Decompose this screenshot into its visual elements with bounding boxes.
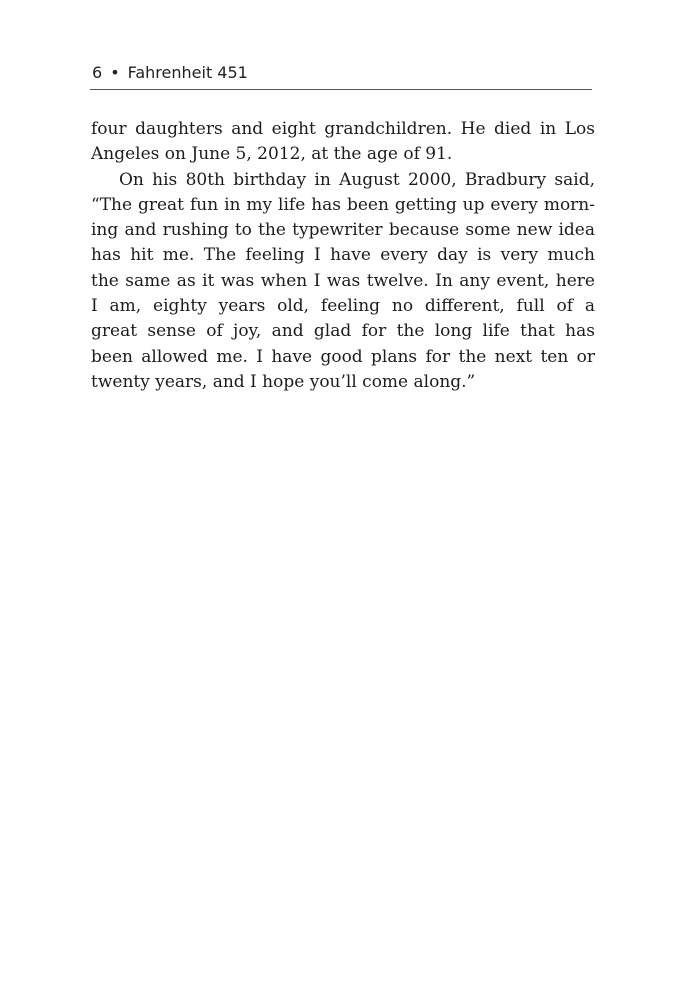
body-text [91, 117, 595, 395]
page-number: 6 [92, 63, 103, 82]
running-head [92, 62, 592, 84]
text-line: been allowed me. I have good plans for the next ten or [91, 346, 595, 367]
text-line: twenty years, and I hope you’ll come along.” [91, 371, 476, 392]
text-line: I am, eighty years old, feeling no different, full of a [91, 296, 595, 317]
header-rule [90, 89, 592, 90]
text-line: four daughters and eight grandchildren. He died in Los [91, 119, 595, 139]
text-line: On his 80th birthday in August 2000, Bradbury said, [119, 169, 595, 190]
header-separator: • [110, 63, 120, 82]
text-line: the same as it was when I was twelve. In any event, here [91, 270, 595, 291]
text-line: great sense of joy, and glad for the long life that has [91, 321, 595, 342]
text-line: has hit me. The feeling I have every day is very much [91, 245, 595, 266]
book-title: Fahrenheit 451 [127, 63, 248, 82]
text-line: Angeles on June 5, 2012, at the age of 91. [91, 144, 453, 165]
text-line: ing and rushing to the typewriter because some new idea [91, 220, 595, 241]
text-line: “The great fun in my life has been getting up every morn- [91, 194, 595, 215]
